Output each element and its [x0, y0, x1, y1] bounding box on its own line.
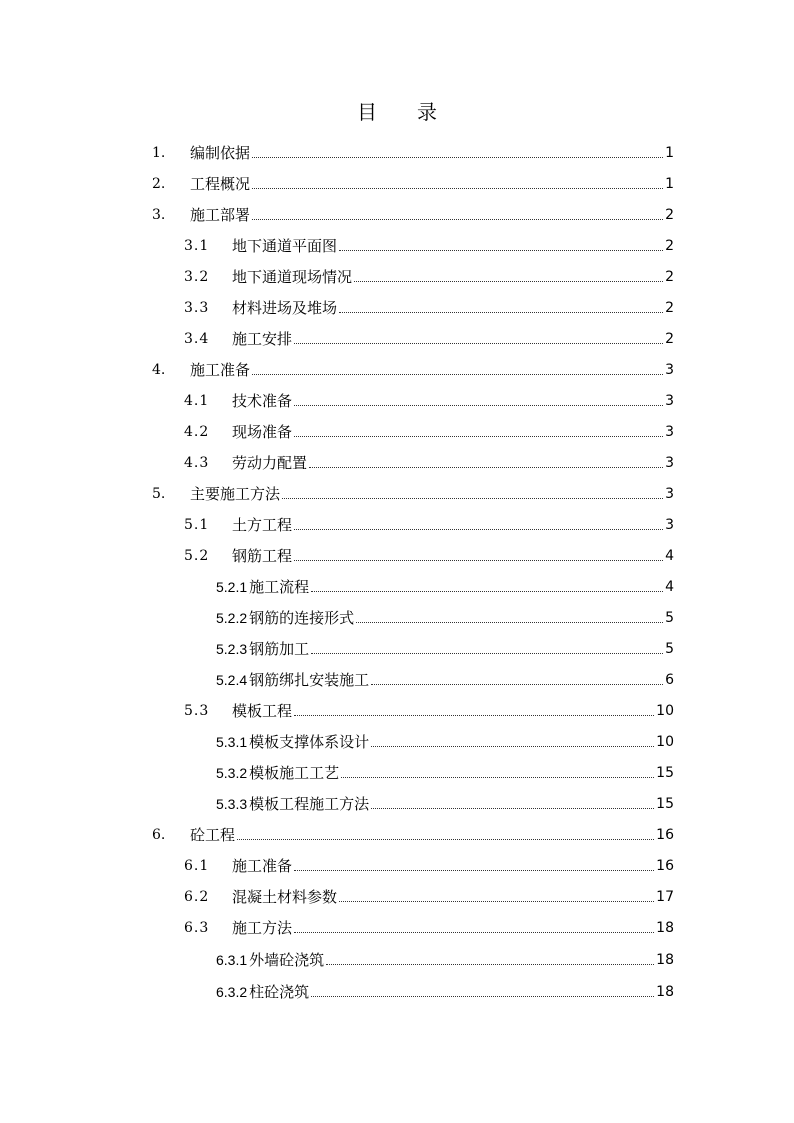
toc-page-number: 4 — [665, 579, 674, 595]
toc-entry[interactable] — [184, 388, 674, 410]
toc-entry[interactable] — [184, 543, 674, 565]
dot-leader — [294, 931, 654, 933]
toc-page-number: 17 — [656, 889, 674, 905]
toc-entry[interactable] — [152, 140, 674, 162]
dot-leader — [252, 187, 663, 189]
dot-leader — [237, 838, 654, 840]
toc-number: 4.3 — [184, 455, 210, 471]
toc-label: 工程概况 — [190, 175, 251, 193]
toc-entry[interactable] — [184, 512, 674, 534]
toc-number: 6.3.2 — [216, 984, 248, 1000]
toc-entry[interactable] — [152, 822, 674, 844]
toc-label: 主要施工方法 — [190, 485, 281, 503]
toc-label: 钢筋的连接形式 — [249, 609, 355, 627]
toc-number: 4. — [152, 362, 166, 378]
toc-entry[interactable] — [216, 979, 674, 1001]
toc-entry[interactable] — [152, 481, 674, 503]
toc-page-number: 18 — [656, 984, 674, 1000]
toc-entry[interactable] — [184, 698, 674, 720]
toc-entry[interactable] — [216, 667, 674, 689]
toc-label: 施工准备 — [232, 857, 293, 875]
toc-page-number: 2 — [665, 300, 674, 316]
dot-leader — [294, 404, 663, 406]
toc-page-number: 2 — [665, 331, 674, 347]
toc-label: 模板工程 — [232, 702, 293, 720]
toc-number: 3.1 — [184, 238, 210, 254]
toc-label: 钢筋加工 — [249, 640, 310, 658]
toc-page-number: 5 — [665, 610, 674, 626]
toc-label: 钢筋工程 — [232, 547, 293, 565]
toc-number: 6.3 — [184, 920, 210, 936]
toc-number: 1. — [152, 145, 166, 161]
dot-leader — [311, 995, 654, 997]
toc-number: 6. — [152, 827, 166, 843]
toc-label: 模板施工工艺 — [249, 764, 340, 782]
toc-page-number: 16 — [656, 827, 674, 843]
toc-page-number: 3 — [665, 424, 674, 440]
toc-entry[interactable] — [184, 853, 674, 875]
toc-page-number: 10 — [656, 734, 674, 750]
toc-entry[interactable] — [216, 574, 674, 596]
toc-number: 5.2.2 — [216, 610, 248, 626]
toc-entry[interactable] — [216, 729, 674, 751]
toc-label: 地下通道现场情况 — [232, 268, 353, 286]
toc-page-number: 3 — [665, 455, 674, 471]
toc-label: 劳动力配置 — [232, 454, 308, 472]
toc-page-number: 10 — [656, 703, 674, 719]
toc-number: 2. — [152, 176, 166, 192]
toc-entry[interactable] — [184, 450, 674, 472]
toc-label: 现场准备 — [232, 423, 293, 441]
dot-leader — [356, 621, 663, 623]
toc-entry[interactable] — [152, 202, 674, 224]
toc-number: 3. — [152, 207, 166, 223]
toc-label: 材料进场及堆场 — [232, 299, 338, 317]
toc-label: 模板工程施工方法 — [249, 795, 370, 813]
toc-number: 5.2 — [184, 548, 210, 564]
dot-leader — [371, 807, 654, 809]
toc-label: 编制依据 — [190, 144, 251, 162]
toc-number: 5.3.3 — [216, 796, 248, 812]
dot-leader — [252, 156, 663, 158]
dot-leader — [354, 280, 663, 282]
toc-label: 施工方法 — [232, 919, 293, 937]
toc-page-number: 5 — [665, 641, 674, 657]
dot-leader — [371, 683, 663, 685]
toc-label: 施工部署 — [190, 206, 251, 224]
toc-label: 技术准备 — [232, 392, 293, 410]
toc-entry[interactable] — [152, 357, 674, 379]
toc-label: 施工流程 — [249, 578, 310, 596]
toc-number: 5.2.4 — [216, 672, 248, 688]
toc-page-number: 3 — [665, 517, 674, 533]
toc-entry[interactable] — [184, 326, 674, 348]
toc-page-number: 15 — [656, 796, 674, 812]
toc-entry[interactable] — [216, 947, 674, 969]
toc-page-number: 4 — [665, 548, 674, 564]
dot-leader — [309, 466, 663, 468]
dot-leader — [311, 590, 663, 592]
dot-leader — [294, 869, 654, 871]
toc-label: 土方工程 — [232, 516, 293, 534]
toc-label: 混凝土材料参数 — [232, 888, 338, 906]
dot-leader — [326, 963, 654, 965]
toc-number: 5.3.1 — [216, 734, 248, 750]
toc-entry[interactable] — [184, 915, 674, 937]
toc-label: 施工准备 — [190, 361, 251, 379]
toc-page-number: 1 — [665, 145, 674, 161]
dot-leader — [371, 745, 654, 747]
toc-number: 6.2 — [184, 889, 210, 905]
dot-leader — [294, 342, 663, 344]
toc-number: 5.3.2 — [216, 765, 248, 781]
toc-number: 3.3 — [184, 300, 210, 316]
toc-number: 5.3 — [184, 703, 210, 719]
toc-page-number: 18 — [656, 952, 674, 968]
toc-entry[interactable] — [184, 884, 674, 906]
toc-entry[interactable] — [216, 791, 674, 813]
dot-leader — [339, 311, 663, 313]
toc-page-number: 2 — [665, 238, 674, 254]
toc-label: 地下通道平面图 — [232, 237, 338, 255]
toc-number: 5. — [152, 486, 166, 502]
dot-leader — [294, 528, 663, 530]
toc-page-number: 6 — [665, 672, 674, 688]
toc-number: 3.2 — [184, 269, 210, 285]
toc-entry[interactable] — [184, 264, 674, 286]
toc-page-number: 16 — [656, 858, 674, 874]
toc-number: 3.4 — [184, 331, 210, 347]
toc-label: 钢筋绑扎安装施工 — [249, 671, 370, 689]
toc-number: 6.1 — [184, 858, 210, 874]
toc-page-number: 3 — [665, 393, 674, 409]
toc-label: 柱砼浇筑 — [249, 983, 310, 1001]
dot-leader — [282, 497, 663, 499]
toc-number: 5.2.3 — [216, 641, 248, 657]
toc-number: 6.3.1 — [216, 952, 248, 968]
dot-leader — [252, 218, 663, 220]
toc-entry[interactable] — [216, 605, 674, 627]
dot-leader — [294, 559, 663, 561]
toc-number: 5.2.1 — [216, 579, 248, 595]
toc-entry[interactable] — [216, 636, 674, 658]
toc-label: 外墙砼浇筑 — [249, 951, 325, 969]
toc-page-number: 15 — [656, 765, 674, 781]
toc-entry[interactable] — [216, 760, 674, 782]
toc-entry[interactable] — [184, 419, 674, 441]
dot-leader — [339, 249, 663, 251]
toc-label: 模板支撑体系设计 — [249, 733, 370, 751]
toc-page-number: 2 — [665, 269, 674, 285]
title-char-2: 录 — [417, 100, 437, 124]
dot-leader — [294, 435, 663, 437]
title-char-1: 目 — [357, 100, 377, 124]
toc-entry[interactable] — [184, 233, 674, 255]
toc-number: 4.2 — [184, 424, 210, 440]
dot-leader — [311, 652, 663, 654]
toc-label: 施工安排 — [232, 330, 293, 348]
toc-entry[interactable] — [152, 171, 674, 193]
toc-number: 5.1 — [184, 517, 210, 533]
dot-leader — [294, 714, 654, 716]
toc-page-number: 18 — [656, 920, 674, 936]
toc-number: 4.1 — [184, 393, 210, 409]
toc-page-number: 3 — [665, 362, 674, 378]
toc-page-number: 2 — [665, 207, 674, 223]
toc-label: 砼工程 — [190, 826, 236, 844]
toc-entry[interactable] — [184, 295, 674, 317]
toc-page-number: 1 — [665, 176, 674, 192]
dot-leader — [341, 776, 654, 778]
dot-leader — [339, 900, 654, 902]
dot-leader — [252, 373, 663, 375]
toc-page-number: 3 — [665, 486, 674, 502]
